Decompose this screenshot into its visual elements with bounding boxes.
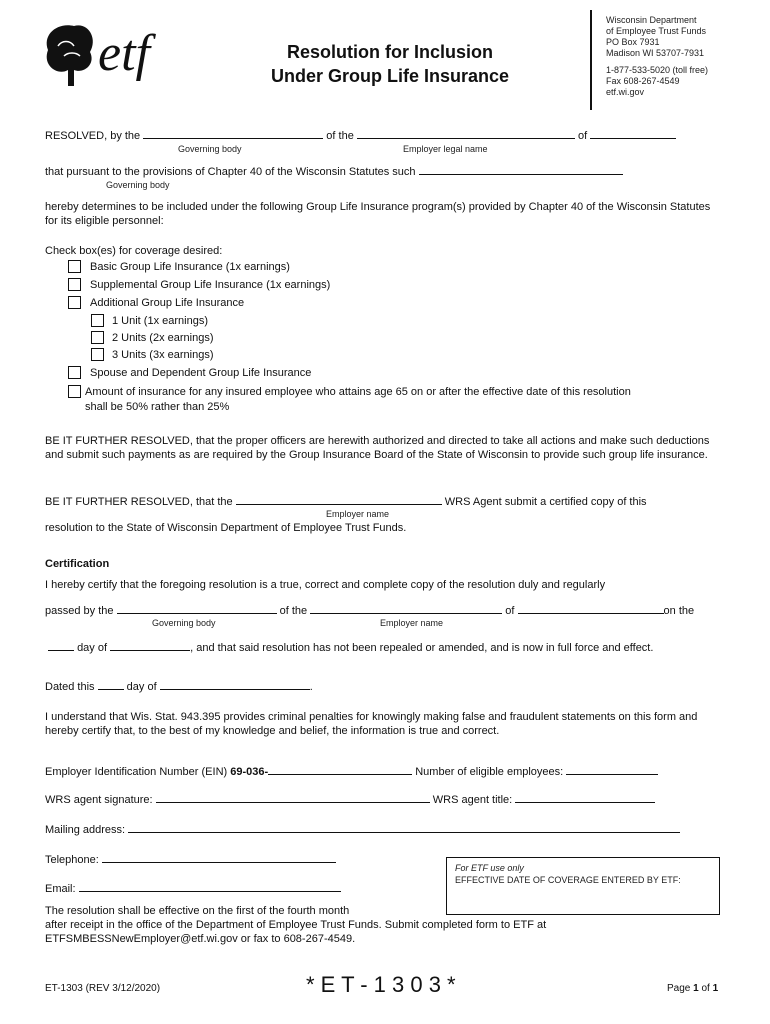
wrs-agent-title-field[interactable] — [515, 792, 655, 803]
governing-body-field[interactable] — [143, 128, 323, 139]
basic-label: Basic Group Life Insurance (1x earnings) — [90, 261, 290, 273]
mailing-address-field[interactable] — [128, 822, 680, 833]
cert-caption-employer-name: Employer name — [380, 618, 444, 628]
tree-logo-icon — [40, 20, 100, 90]
passed-by-line: passed by the of the of on the — [45, 605, 695, 617]
further-resolved-2-line2: resolution to the State of Wisconsin Department of Employee Trust Funds. — [45, 522, 407, 534]
effective-line3: ETFSMBESSNewEmployer@etf.wi.gov or fax to 608-267-4549. — [45, 933, 356, 945]
etf-use-label: For ETF use only — [455, 863, 524, 873]
caption-governing-body: Governing body — [178, 144, 242, 154]
spouse-checkbox[interactable] — [68, 366, 81, 379]
employer-legal-name-field[interactable] — [357, 128, 575, 139]
etf-logo — [40, 18, 190, 98]
caption-employer-legal-name: Employer legal name — [403, 144, 488, 154]
governing-body-field-2[interactable] — [419, 164, 623, 175]
unit3-label: 3 Units (3x earnings) — [112, 349, 214, 361]
cert-extra-field[interactable] — [518, 603, 664, 614]
ein-prefix: 69-036- — [230, 766, 269, 778]
agency-address: Wisconsin Department of Employee Trust Funds PO Box 7931 Madison WI 53707-7931 1-877-533-5020 (toll free) Fax 608-267-4549 etf.wi.gov — [606, 15, 709, 97]
month-field[interactable] — [110, 640, 190, 651]
mailing-line: Mailing address: — [45, 822, 680, 836]
logo-text: etf — [98, 25, 150, 82]
signature-line: WRS agent signature: WRS agent title: — [45, 792, 655, 806]
amount-label-line1: Amount of insurance for any insured employee who attains age 65 on or after the effective date of this resolution — [85, 386, 631, 398]
pursuant-line: that pursuant to the provisions of Chapter 40 of the Wisconsin Statutes such — [45, 164, 623, 178]
supplemental-label: Supplemental Group Life Insurance (1x earnings) — [90, 279, 331, 291]
unit1-checkbox[interactable] — [91, 314, 104, 327]
cert-caption-governing-body: Governing body — [152, 618, 216, 628]
caption-governing-body-2: Governing body — [106, 180, 170, 190]
email-field[interactable] — [79, 881, 341, 892]
email-line: Email: — [45, 881, 341, 895]
barcode-text: * E T - 1 3 0 3 * — [306, 972, 456, 997]
etf-use-box — [446, 857, 720, 915]
dated-day-field[interactable] — [98, 679, 124, 690]
certification-heading: Certification — [45, 558, 110, 570]
caption-employer-name: Employer name — [326, 509, 390, 519]
telephone-line: Telephone: — [45, 852, 336, 866]
form-title-line2: Under Group Life Insurance — [270, 66, 510, 86]
dated-month-field[interactable] — [160, 679, 310, 690]
form-id: ET-1303 (REV 3/12/2020) — [45, 983, 161, 994]
telephone-field[interactable] — [102, 852, 336, 863]
day-field[interactable] — [48, 640, 74, 651]
resolved-line: RESOLVED, by the of the of — [45, 128, 676, 142]
unit3-checkbox[interactable] — [91, 348, 104, 361]
unit2-label: 2 Units (2x earnings) — [112, 332, 214, 344]
cert-governing-body-field[interactable] — [117, 603, 277, 614]
page-number: Page 1 of 1 — [667, 983, 719, 994]
dated-line: Dated this day of . — [45, 681, 313, 693]
penalty-paragraph: I understand that Wis. Stat. 943.395 provides criminal penalties for knowingly making false and fraudulent statements on this form and hereby certify that, to the best of my knowledge and belief, the information is true and correct. — [45, 711, 698, 737]
wrs-agent-signature-field[interactable] — [156, 792, 430, 803]
unit2-checkbox[interactable] — [91, 331, 104, 344]
further-resolved-paragraph: BE IT FURTHER RESOLVED, that the proper officers are herewith authorized and directed to take all actions and make such deductions and submit such payments as are required by the Group Insurance Board of the State of Wisconsin to provide such group life insurance. — [45, 435, 710, 461]
ein-field[interactable] — [268, 764, 412, 775]
spouse-label: Spouse and Dependent Group Life Insurance — [90, 367, 312, 379]
basic-checkbox[interactable] — [68, 260, 81, 273]
amount-label-line2: shall be 50% rather than 25% — [85, 401, 230, 413]
supplemental-checkbox[interactable] — [68, 278, 81, 291]
determines-paragraph: hereby determines to be included under the following Group Life Insurance program(s) provided by Chapter 40 of the Wisconsin Statutes for its eligible personnel: — [45, 201, 711, 227]
resolved-extra-field[interactable] — [590, 128, 676, 139]
day-of-line: day of , and that said resolution has not been repealed or amended, and is now in full force and effect. — [48, 640, 653, 654]
additional-checkbox[interactable] — [68, 296, 81, 309]
eligible-employees-field[interactable] — [566, 764, 658, 775]
form-title-line1: Resolution for Inclusion — [287, 42, 493, 62]
effective-date-label: EFFECTIVE DATE OF COVERAGE ENTERED BY ETF: — [455, 875, 681, 885]
cert-employer-name-field[interactable] — [310, 603, 502, 614]
effective-line2: after receipt in the office of the Department of Employee Trust Funds. Submit completed form to ETF at — [45, 919, 547, 931]
additional-label: Additional Group Life Insurance — [90, 297, 245, 309]
ein-line: Employer Identification Number (EIN) 69-036- Number of eligible employees: — [45, 764, 658, 778]
employer-name-field[interactable] — [236, 494, 442, 505]
certification-line1: I hereby certify that the foregoing resolution is a true, correct and complete copy of the resolution duly and regularly — [45, 579, 606, 591]
coverage-heading: Check box(es) for coverage desired: — [45, 245, 223, 257]
header-divider — [590, 10, 592, 110]
amount-checkbox[interactable] — [68, 385, 81, 398]
further-resolved-2-line: BE IT FURTHER RESOLVED, that the WRS Agent submit a certified copy of this — [45, 496, 647, 508]
effective-line1: The resolution shall be effective on the first of the fourth month — [45, 905, 350, 917]
unit1-label: 1 Unit (1x earnings) — [112, 315, 208, 327]
